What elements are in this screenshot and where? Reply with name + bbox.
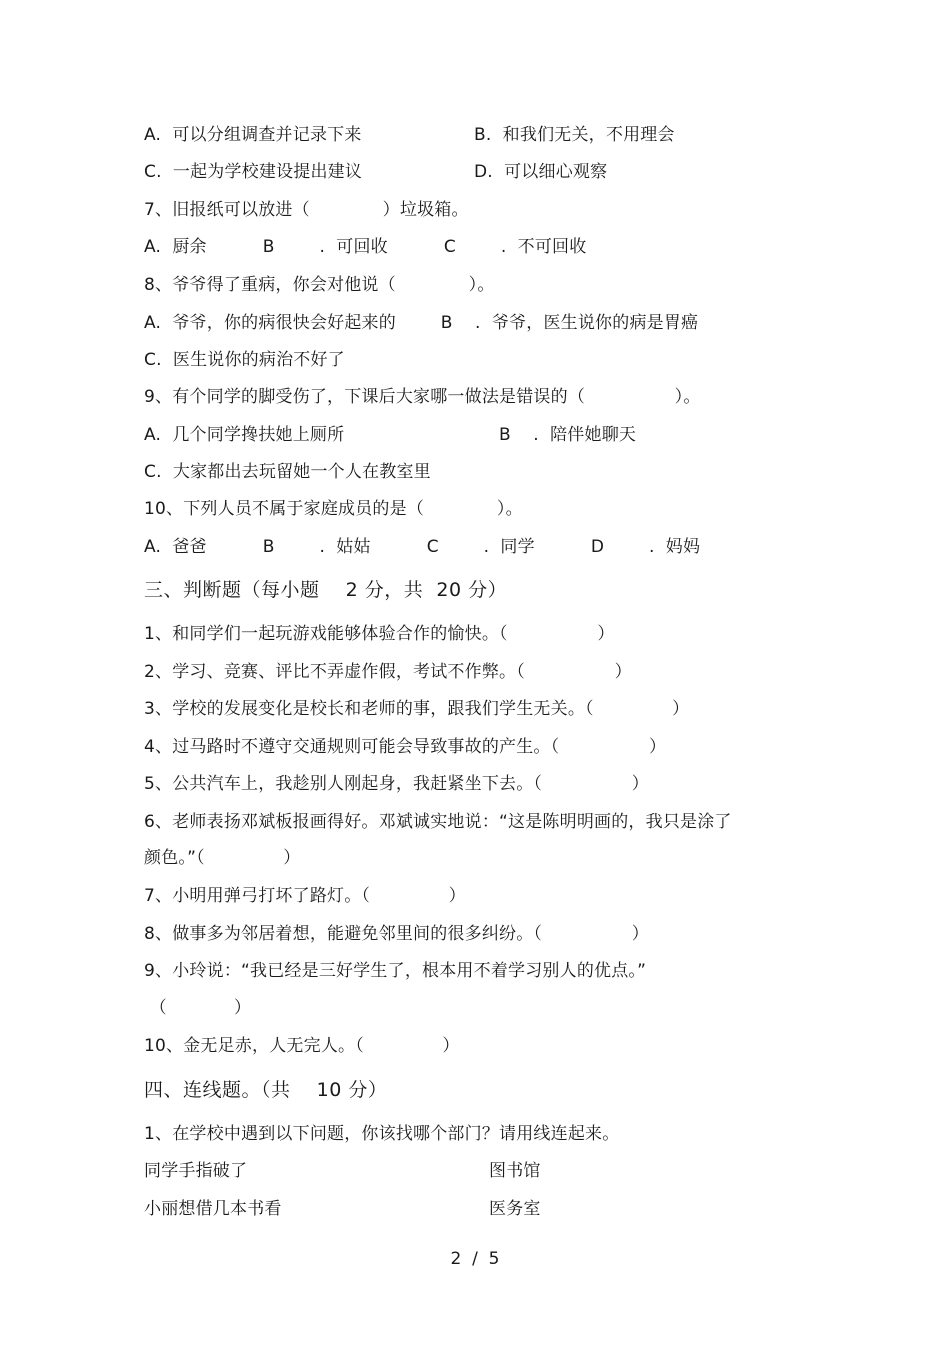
section3-item-continued: 颜色。”（ ）: [144, 848, 301, 868]
q8-option-c: C. 医生说你的病治不好了: [144, 350, 345, 370]
q10-options: A. 爸爸 B . 姑姑 C . 同学 D . 妈妈: [144, 537, 701, 557]
section3-item: 3、学校的发展变化是校长和老师的事，跟我们学生无关。（ ）: [144, 699, 690, 719]
section3-item: 2、学习、竞赛、评比不弄虚作假，考试不作弊。（ ）: [144, 662, 632, 682]
q8-stem: 8、爷爷得了重病，你会对他说（ ）。: [144, 275, 495, 295]
section4-q1-stem: 1、在学校中遇到以下问题，你该找哪个部门？请用线连起来。: [144, 1124, 620, 1144]
q6-option-c: C. 一起为学校建设提出建议: [144, 162, 363, 182]
q6-option-d: D. 可以细心观察: [474, 162, 608, 182]
q6-option-a: A. 可以分组调查并记录下来: [144, 125, 362, 145]
q7-stem: 7、旧报纸可以放进（ ）垃圾箱。: [144, 200, 469, 220]
q6-option-b: B. 和我们无关，不用理会: [474, 125, 675, 145]
section3-item-continued: （ ）: [144, 998, 252, 1018]
q9-option-a: A. 几个同学搀扶她上厕所: [144, 425, 345, 445]
section3-item: 8、做事多为邻居着想，能避免邻里间的很多纠纷。（ ）: [144, 924, 649, 944]
matching-right-item: 医务室: [489, 1199, 541, 1219]
section4-heading: 四、连线题。（共 10 分）: [144, 1079, 388, 1101]
matching-right-item: 图书馆: [489, 1161, 541, 1181]
section3-item: 10、金无足赤，人无完人。（ ）: [144, 1036, 460, 1056]
section3-item: 9、小玲说：“我已经是三好学生了，根本用不着学习别人的优点。”: [144, 961, 647, 981]
page-number: 2 / 5: [450, 1249, 500, 1269]
q9-option-b: B . 陪伴她聊天: [499, 425, 637, 445]
q10-stem: 10、下列人员不属于家庭成员的是（ ）。: [144, 499, 523, 519]
section3-item: 7、小明用弹弓打坏了路灯。（ ）: [144, 886, 466, 906]
q9-stem: 9、有个同学的脚受伤了，下课后大家哪一做法是错误的（ ）。: [144, 387, 701, 407]
section3-heading: 三、判断题（每小题 2 分，共 20 分）: [144, 579, 508, 601]
section3-item: 6、老师表扬邓斌板报画得好。邓斌诚实地说：“这是陈明明画的，我只是涂了: [144, 812, 732, 832]
matching-left-item: 同学手指破了: [144, 1161, 248, 1181]
section3-item: 4、过马路时不遵守交通规则可能会导致事故的产生。（ ）: [144, 737, 667, 757]
q8-option-ab: A. 爷爷，你的病很快会好起来的 B . 爷爷，医生说你的病是胃癌: [144, 313, 699, 333]
q7-options: A. 厨余 B . 可回收 C . 不可回收: [144, 237, 587, 257]
section3-item: 5、公共汽车上，我趁别人刚起身，我赶紧坐下去。（ ）: [144, 774, 649, 794]
section3-item: 1、和同学们一起玩游戏能够体验合作的愉快。（ ）: [144, 624, 615, 644]
q9-option-c: C. 大家都出去玩留她一个人在教室里: [144, 462, 431, 482]
matching-left-item: 小丽想借几本书看: [144, 1199, 282, 1219]
